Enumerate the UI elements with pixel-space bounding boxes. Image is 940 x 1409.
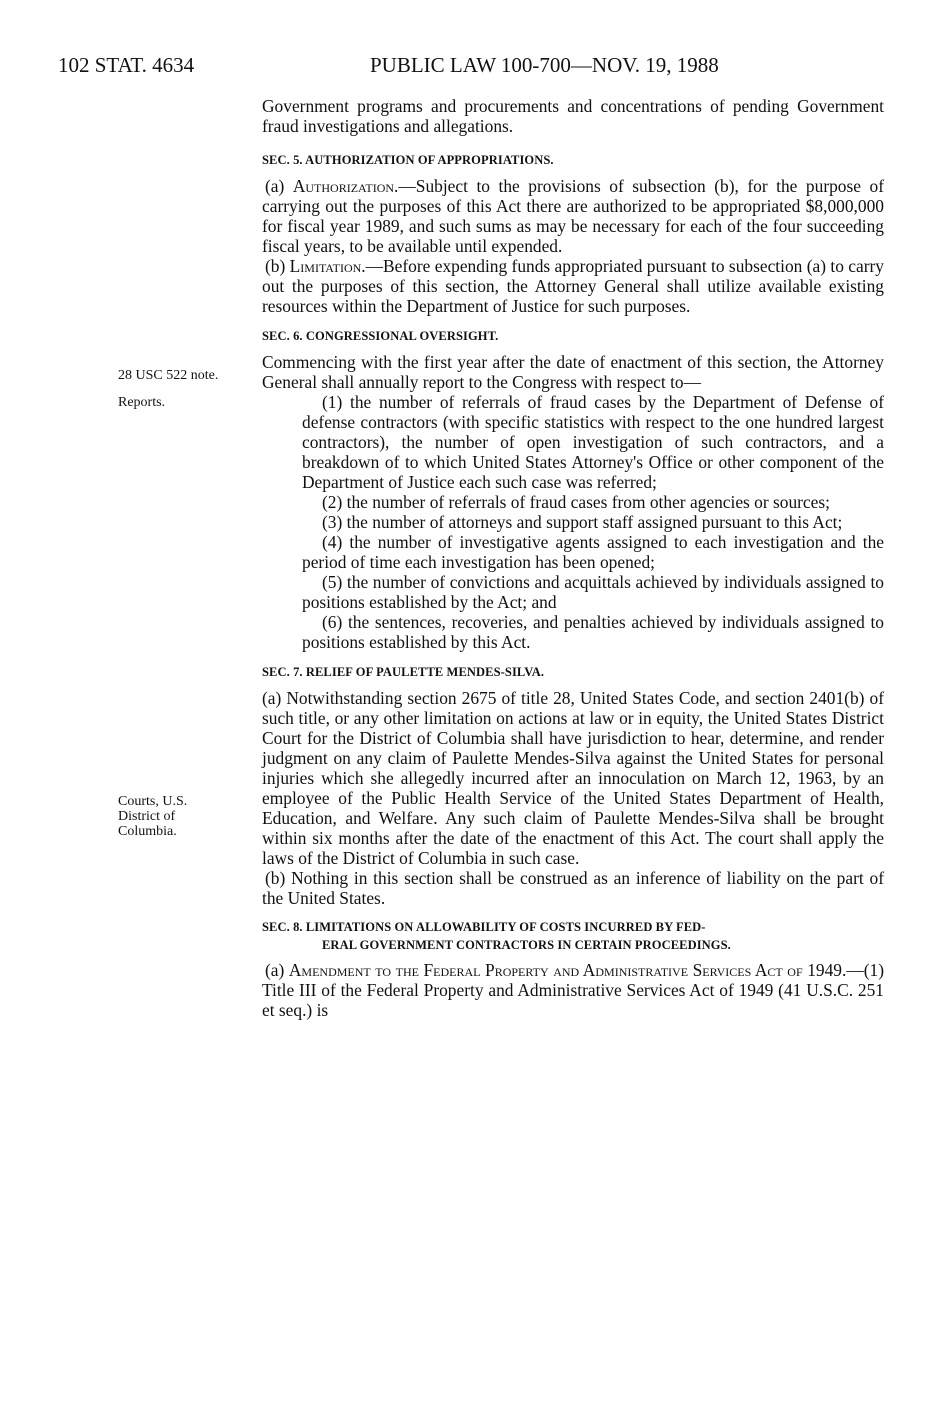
- sec5-a-text: —Subject to the provisions of subsection (b), for the purpose of carrying out the purposes of this Act there are authorized to be appropriated $8,000,000 for fiscal year 1989, and such sums as may be necessary for each of the four succeeding fiscal years, to be available until expended.: [262, 176, 884, 256]
- sec7-paragraph-b: (b) Nothing in this section shall be construed as an inference of liability on the part of the United States.: [262, 868, 884, 908]
- sec6-heading: SEC. 6. CONGRESSIONAL OVERSIGHT.: [262, 329, 499, 343]
- sec5-paragraph-b: [262, 256, 884, 316]
- sec7-paragraph-a: (a) Notwithstanding section 2675 of title 28, United States Code, and section 2401(b) of such title, or any other limitation on actions at law or in equity, the United States District Court for the District of Columbia shall have jurisdiction to hear, determine, and render judgment on any claim of Paulette Mendes-Silva against the United States for personal injuries which she allegedly incurred after an innoculation on March 12, 1963, by an employee of the Public Health Service of the United States Department of Health, Education, and Welfare. Any such claim of Paulette Mendes-Silva shall be brought within six months after the date of the enactment of this Act. The court shall apply the laws of the District of Columbia in such case.: [262, 688, 884, 868]
- sec6-item-6: (6) the sentences, recoveries, and penalties achieved by individuals assigned to positions established by this Act.: [302, 612, 884, 652]
- sec8-a-caps: Amendment to the Federal Property and Administrative Services Act of 1949.: [288, 960, 847, 980]
- sec6-item-1: (1) the number of referrals of fraud cases by the Department of Defense of defense contractors (with specific statistics with respect to the one hundred largest contractors), the number of open investigation of such contractors, and a breakdown of to which United States Attorney's Office or other component of the Department of Justice each such case was referred;: [302, 392, 884, 492]
- margin-note-courts: [118, 794, 248, 839]
- margin-note-courts-line2: District of: [118, 809, 176, 824]
- sec5-a-caps: Authorization.: [292, 176, 399, 196]
- sec6-item-5: (5) the number of convictions and acquittals achieved by individuals assigned to positions established by the Act; and: [302, 572, 884, 612]
- sec5-a-label: (a): [265, 176, 293, 196]
- sec8-a-label: (a): [265, 960, 289, 980]
- sec6-item-3: (3) the number of attorneys and support staff assigned pursuant to this Act;: [322, 512, 843, 532]
- sec5-b-label: (b): [265, 256, 290, 276]
- sec5-paragraph-a: [262, 176, 884, 256]
- sec8-heading: [262, 918, 884, 954]
- intro-paragraph: Government programs and procurements and concentrations of pending Government fraud investigations and allegations.: [262, 96, 884, 136]
- public-law-citation: PUBLIC LAW 100-700—NOV. 19, 1988: [370, 53, 719, 77]
- margin-note-reports: Reports.: [118, 395, 166, 410]
- sec7-heading: SEC. 7. RELIEF OF PAULETTE MENDES-SILVA.: [262, 665, 545, 679]
- sec5-b-caps: Limitation.: [289, 256, 366, 276]
- margin-note-courts-line3: Columbia.: [118, 824, 177, 839]
- sec6-item-2: (2) the number of referrals of fraud cases from other agencies or sources;: [322, 492, 830, 512]
- margin-note-usc: 28 USC 522 note.: [118, 368, 219, 383]
- sec6-intro: Commencing with the first year after the date of enactment of this section, the Attorney General shall annually report to the Congress with respect to—: [262, 352, 884, 392]
- sec8-paragraph-a: [262, 960, 884, 1020]
- document-body: [262, 96, 884, 1020]
- sec8-heading-line1: SEC. 8. LIMITATIONS ON ALLOWABILITY OF COSTS INCURRED BY FED-: [262, 920, 706, 934]
- sec8-a-text: —(1) Title III of the Federal Property and Administrative Services Act of 1949 (41 U.S.C. 251 et seq.) is: [262, 960, 884, 1020]
- sec8-heading-line2: ERAL GOVERNMENT CONTRACTORS IN CERTAIN PROCEEDINGS.: [322, 938, 731, 952]
- sec6-item-4: (4) the number of investigative agents assigned to each investigation and the period of time each investigation has been opened;: [302, 532, 884, 572]
- sec5-b-text: —Before expending funds appropriated pursuant to subsection (a) to carry out the purposes of this section, the Attorney General shall utilize available existing resources within the Department of Justice for such purposes.: [262, 256, 884, 316]
- stat-page-number: 102 STAT. 4634: [58, 53, 195, 77]
- sec5-heading: SEC. 5. AUTHORIZATION OF APPROPRIATIONS.: [262, 153, 554, 167]
- page-header: [0, 50, 940, 80]
- margin-note-courts-line1: Courts, U.S.: [118, 794, 188, 809]
